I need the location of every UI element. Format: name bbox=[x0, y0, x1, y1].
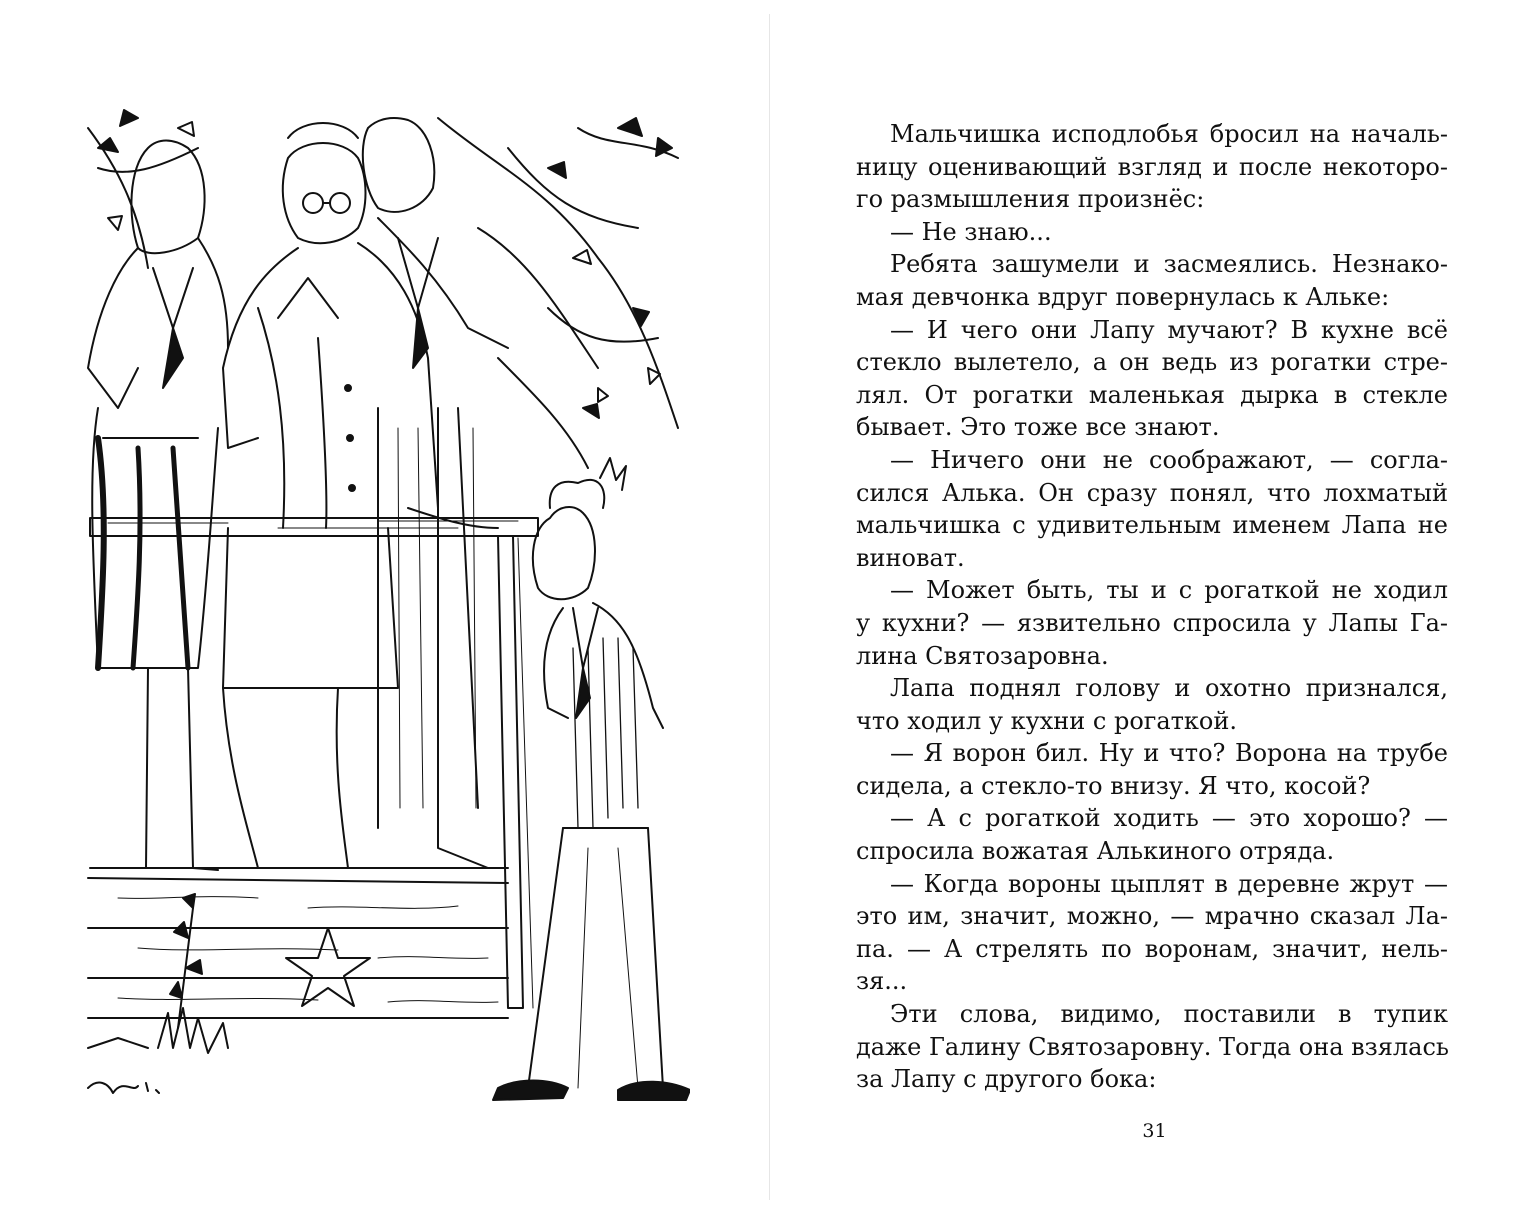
text-line: Ребята зашумели и засмеялись. Незнако- bbox=[890, 250, 1448, 279]
star-emblem bbox=[286, 928, 370, 1006]
text-line: за Лапу с другого бока: bbox=[856, 1065, 1157, 1094]
text-line: спросила вожатая Алькиного отряда. bbox=[856, 837, 1335, 866]
text-line: па. — А стрелять по воронам, значит, нель- bbox=[856, 934, 1448, 963]
text-line: мая девчонка вдруг повернулась к Альке: bbox=[856, 282, 1390, 311]
left-page bbox=[0, 0, 769, 1212]
illustration-pioneers-by-porch bbox=[78, 108, 690, 1108]
text-line: Мальчишка исподлобья бросил на началь- bbox=[890, 120, 1448, 148]
text-line: даже Галину Святозаровну. Тогда она взялась bbox=[856, 1032, 1449, 1061]
woman-figure bbox=[223, 123, 498, 868]
text-line: ницу оценивающий взгляд и после некоторо- bbox=[856, 152, 1448, 181]
leaf bbox=[178, 122, 194, 136]
text-line: зя... bbox=[856, 967, 908, 996]
tree-branch bbox=[478, 228, 598, 368]
leaf bbox=[108, 216, 122, 230]
girl-figure bbox=[88, 141, 228, 871]
text-line: сидела, а стекло-то внизу. Я что, косой? bbox=[856, 771, 1371, 800]
text-line: го размышления произнёс: bbox=[856, 185, 1205, 214]
text-line: — А с рогаткой ходить — это хорошо? — bbox=[890, 804, 1448, 833]
right-page bbox=[770, 0, 1539, 1212]
leaf bbox=[120, 110, 138, 126]
text-line: — И чего они Лапу мучают? В кухне всё bbox=[890, 315, 1448, 344]
tree-branch bbox=[498, 358, 588, 468]
text-line: у кухни? — язвительно спросила у Лапы Га- bbox=[856, 608, 1448, 637]
page-number: 31 bbox=[1142, 1120, 1167, 1142]
text-line: что ходил у кухни с рогаткой. bbox=[856, 706, 1237, 735]
leaf bbox=[573, 250, 591, 264]
tree-branch bbox=[508, 148, 638, 228]
boy-back-figure bbox=[363, 118, 508, 868]
text-line: — Ничего они не соображают, — согла- bbox=[890, 445, 1448, 474]
leaf bbox=[583, 404, 599, 418]
body-text bbox=[856, 118, 1448, 1096]
ink-drawing bbox=[78, 108, 690, 1108]
leaf bbox=[548, 162, 566, 178]
text-line: — Я ворон бил. Ну и что? Ворона на трубе bbox=[890, 739, 1448, 768]
text-line: мальчишка с удивительным именем Лапа не bbox=[856, 511, 1448, 540]
text-line: — Может быть, ты и с рогаткой не ходил bbox=[890, 576, 1448, 605]
leaf bbox=[598, 388, 608, 402]
porch-railing bbox=[88, 518, 538, 1018]
leaf bbox=[618, 118, 642, 136]
text-line: бывает. Это тоже все знают. bbox=[856, 413, 1220, 442]
text-line: Эти слова, видимо, поставили в тупик bbox=[890, 1000, 1448, 1029]
text-line: это им, значит, можно, — мрачно сказал Ла- bbox=[856, 902, 1448, 931]
text-line: сился Алька. Он сразу понял, что лохматый bbox=[856, 478, 1448, 507]
plant bbox=[88, 894, 228, 1053]
text-line: лял. От рогатки маленькая дырка в стекле bbox=[856, 380, 1448, 409]
tree-branch bbox=[88, 128, 148, 268]
text-line: лина Святозаровна. bbox=[856, 641, 1109, 670]
artist-signature bbox=[88, 1083, 159, 1093]
text-line: стекло вылетело, а он ведь из рогатки стре- bbox=[856, 348, 1448, 377]
text-line: Лапа поднял голову и охотно признался, bbox=[890, 674, 1448, 703]
text-line: — Когда вороны цыплят в деревне жрут — bbox=[890, 869, 1448, 898]
text-line: виноват. bbox=[856, 543, 965, 572]
text-line: — Не знаю... bbox=[890, 217, 1052, 246]
